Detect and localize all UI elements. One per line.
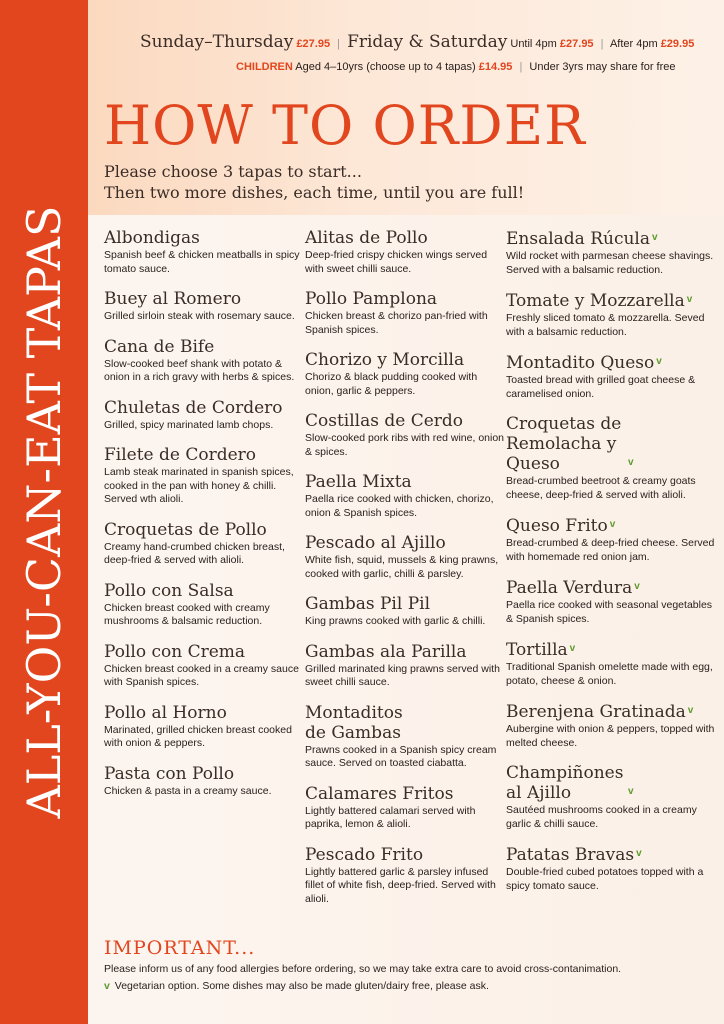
item-description: Toasted bread with grilled goat cheese & caramelised onion. [506, 374, 696, 400]
menu-item [104, 520, 304, 568]
menu-column-2 [305, 228, 505, 919]
item-name [305, 472, 505, 492]
item-description: Prawns cooked in a Spanish spicy cream sauce. Served on toasted ciabatta. [305, 743, 497, 769]
item-name-text: Cana de Bife [104, 336, 215, 357]
item-name [305, 533, 505, 553]
item-description: Lightly battered garlic & parsley infused fillet of white fish, deep-fried. Served with alioli. [305, 865, 496, 905]
item-name-text: Pollo Pamplona [305, 289, 438, 309]
menu-item [104, 289, 304, 324]
item-name-text: Ensalada Rúcula [506, 229, 651, 249]
menu-item [305, 703, 505, 771]
vegetarian-icon: v [104, 980, 110, 992]
item-name [506, 352, 716, 373]
item-name [104, 445, 304, 465]
item-name-text: Albondigas [104, 228, 200, 248]
vegetarian-icon: v [628, 457, 634, 468]
item-description: Bread-crumbed beetroot & creamy goats cheese, deep-fried & served with alioli. [506, 475, 696, 501]
item-name-text: Gambas Pil Pil [305, 594, 431, 614]
menu-item [506, 639, 716, 688]
item-name-text: Alitas de Pollo [305, 228, 428, 248]
item-name [305, 784, 505, 804]
divider: | [337, 38, 341, 50]
item-description: Paella rice cooked with chicken, chorizo, onion & Spanish spices. [305, 493, 494, 519]
menu-item [104, 703, 304, 751]
item-name [506, 228, 716, 249]
menu-item [305, 472, 505, 520]
item-description: Aubergine with onion & peppers, topped with melted cheese. [506, 723, 715, 749]
item-name [104, 520, 304, 540]
veg-note-text: Vegetarian option. Some dishes may also be made gluten/dairy free, please ask. [114, 980, 489, 992]
item-name-text: Queso Frito [506, 516, 608, 536]
item-name [104, 642, 304, 662]
important-heading: IMPORTANT... [104, 937, 256, 959]
item-name [506, 290, 716, 311]
vegetarian-icon: v [656, 356, 662, 367]
item-name-text: Costillas de Cerdo [305, 411, 464, 431]
page-title: HOW TO ORDER [104, 94, 586, 157]
item-name-text: Montadito Queso [506, 353, 655, 373]
pricing-line-adult [140, 32, 694, 52]
item-name-text: Patatas Bravas [506, 845, 635, 865]
menu-item [305, 289, 505, 337]
sidebar-banner [0, 0, 88, 1024]
intro-text [104, 161, 524, 203]
item-name [506, 701, 716, 722]
menu-item [506, 763, 716, 831]
vegetarian-icon: v [609, 519, 616, 530]
item-name [104, 764, 304, 784]
vegetarian-icon: v [628, 786, 634, 797]
item-name-text: Buey al Romero [104, 289, 242, 309]
item-name [305, 289, 505, 309]
item-description: Chorizo & black pudding cooked with onion, garlic & peppers. [305, 371, 478, 397]
item-description: Grilled sirloin steak with rosemary sauce. [104, 310, 295, 322]
item-name-text: Pollo con Crema [104, 641, 246, 662]
menu-item [506, 414, 716, 502]
allergy-notice: Please inform us of any food allergies before ordering, so we may take extra care to avoid cross-contanimation. [104, 963, 622, 975]
intro-line-1: Please choose 3 tapas to start... [104, 162, 362, 181]
item-description: Double-fried cubed potatoes topped with a spicy tomato sauce. [506, 866, 704, 892]
item-name [305, 594, 505, 614]
item-name [104, 228, 304, 248]
children-label: CHILDREN [236, 61, 293, 73]
item-description: Freshly sliced tomato & mozzarella. Seved with a balsamic reduction. [506, 312, 705, 338]
item-description: Traditional Spanish omelette made with egg, potato, cheese & onion. [506, 661, 713, 687]
item-name-text: Pollo al Horno [104, 702, 227, 723]
item-name-text: Berenjena Gratinada [506, 702, 686, 722]
item-description: Slow-cooked beef shank with potato & onion in a rich gravy with herbs & spices. [104, 357, 295, 383]
item-name [104, 398, 304, 418]
item-name [104, 703, 304, 723]
menu-item [506, 515, 716, 564]
fri-sat-label: Friday & Saturday [347, 32, 508, 52]
divider: | [600, 38, 604, 50]
item-description: Lamb steak marinated in spanish spices, cooked in the pan with honey & chilli. Served wth alioli. [104, 466, 294, 505]
menu-item [305, 350, 505, 398]
menu-item [305, 784, 505, 832]
menu-item [104, 764, 304, 799]
menu-item [104, 445, 304, 507]
menu-item [506, 228, 716, 277]
item-name-text: Pescado al Ajillo [305, 533, 446, 553]
item-description: Wild rocket with parmesan cheese shavings. Served with a balsamic reduction. [506, 250, 714, 276]
item-name-text: Paella Mixta [305, 472, 412, 492]
vegetarian-icon: v [569, 643, 576, 654]
item-description: King prawns cooked with garlic & chilli. [305, 615, 486, 627]
divider: | [519, 61, 523, 73]
item-name [305, 845, 505, 865]
item-description: Chicken breast cooked in a creamy sauce with Spanish spices. [104, 662, 299, 688]
item-description: Marinated, grilled chicken breast cooked with onion & peppers. [104, 723, 292, 749]
menu-item [506, 577, 716, 626]
item-name-text: Montaditos de Gambas [305, 702, 403, 743]
menu-item [506, 701, 716, 750]
item-name [506, 639, 716, 660]
item-name [506, 844, 716, 865]
vegetarian-icon: v [636, 848, 642, 859]
menu-item [104, 337, 304, 385]
item-name-text: Croquetas de Remolacha y Queso [506, 414, 622, 474]
item-name [305, 350, 505, 370]
item-name [305, 703, 505, 743]
item-description: White fish, squid, mussels & king prawns, cooked with garlic, chilli & parsley. [305, 554, 499, 580]
item-description: Chicken breast & chorizo pan-fried with Spanish spices. [305, 310, 488, 336]
item-description: Chicken & pasta in a creamy sauce. [104, 784, 272, 797]
item-name [104, 581, 304, 601]
item-name-text: Pasta con Pollo [104, 763, 235, 784]
item-name-text: Paella Verdura [506, 578, 633, 598]
item-name-text: Chorizo y Morcilla [305, 350, 465, 370]
menu-column-3 [506, 228, 716, 906]
menu-item [305, 228, 505, 276]
veg-notice [104, 980, 489, 992]
item-name [104, 337, 304, 357]
sidebar-title: ALL-YOU-CAN-EAT TAPAS [17, 205, 71, 819]
item-name-text: Croquetas de Pollo [104, 519, 267, 540]
under3-text: Under 3yrs may share for free [529, 61, 676, 73]
menu-item [104, 398, 304, 433]
item-name-text: Filete de Cordero [104, 445, 257, 465]
item-name-text: Gambas ala Parilla [305, 641, 467, 662]
menu-item [104, 581, 304, 629]
menu-item [305, 411, 505, 459]
item-description: Sautéed mushrooms cooked in a creamy garlic & chilli sauce. [506, 804, 697, 830]
menu-item [305, 533, 505, 581]
item-name [506, 515, 716, 536]
item-name [305, 228, 505, 248]
until-price: £27.95 [559, 38, 594, 50]
item-name-text: Calamares Fritos [305, 783, 454, 804]
item-name [506, 414, 716, 474]
vegetarian-icon: v [686, 294, 693, 305]
sun-thu-label: Sunday–Thursday [140, 32, 294, 52]
item-name [305, 642, 505, 662]
vegetarian-icon: v [652, 232, 658, 243]
item-description: Grilled marinated king prawns served with sweet chilli sauce. [305, 662, 500, 688]
item-name-text: Tortilla [506, 640, 568, 660]
after-label: After 4pm [609, 38, 658, 50]
children-price: £14.95 [478, 61, 513, 73]
menu-item [104, 228, 304, 276]
intro-line-2: Then two more dishes, each time, until you are full! [104, 183, 525, 202]
item-name [506, 577, 716, 598]
item-description: Lightly battered calamari served with paprika, lemon & alioli. [305, 804, 476, 830]
item-description: Chicken breast cooked with creamy mushrooms & balsamic reduction. [104, 601, 270, 627]
menu-item [506, 290, 716, 339]
menu-item [305, 845, 505, 907]
item-description: Paella rice cooked with seasonal vegetables & Spanish spices. [506, 599, 713, 625]
item-name [506, 763, 716, 803]
item-description: Slow-cooked pork ribs with red wine, onion & spices. [305, 432, 505, 458]
item-name [305, 411, 505, 431]
pricing-line-children [236, 61, 676, 73]
item-description: Grilled, spicy marinated lamb chops. [104, 418, 274, 431]
sun-thu-price: £27.95 [296, 38, 331, 50]
item-name-text: Champiñones al Ajillo [506, 763, 624, 803]
vegetarian-icon: v [634, 581, 640, 592]
item-name-text: Tomate y Mozzarella [506, 291, 685, 311]
item-description: Deep-fried crispy chicken wings served with sweet chilli sauce. [305, 249, 488, 275]
item-name-text: Pescado Frito [305, 844, 424, 865]
menu-column-1 [104, 228, 304, 811]
menu-item [104, 642, 304, 690]
item-name [104, 289, 304, 309]
menu-item [506, 352, 716, 401]
until-label: Until 4pm [510, 38, 557, 50]
item-description: Spanish beef & chicken meatballs in spicy tomato sauce. [104, 249, 300, 275]
item-description: Creamy hand-crumbed chicken breast, deep-fried & served with alioli. [104, 540, 285, 566]
item-description: Bread-crumbed & deep-fried cheese. Served with homemade red onion jam. [506, 537, 715, 563]
children-text: Aged 4–10yrs (choose up to 4 tapas) [295, 61, 476, 73]
menu-item [305, 642, 505, 690]
item-name-text: Pollo con Salsa [104, 580, 234, 601]
after-price: £29.95 [660, 38, 695, 50]
menu-item [506, 844, 716, 893]
item-name-text: Chuletas de Cordero [104, 397, 283, 418]
menu-item [305, 594, 505, 629]
vegetarian-icon: v [687, 705, 694, 716]
